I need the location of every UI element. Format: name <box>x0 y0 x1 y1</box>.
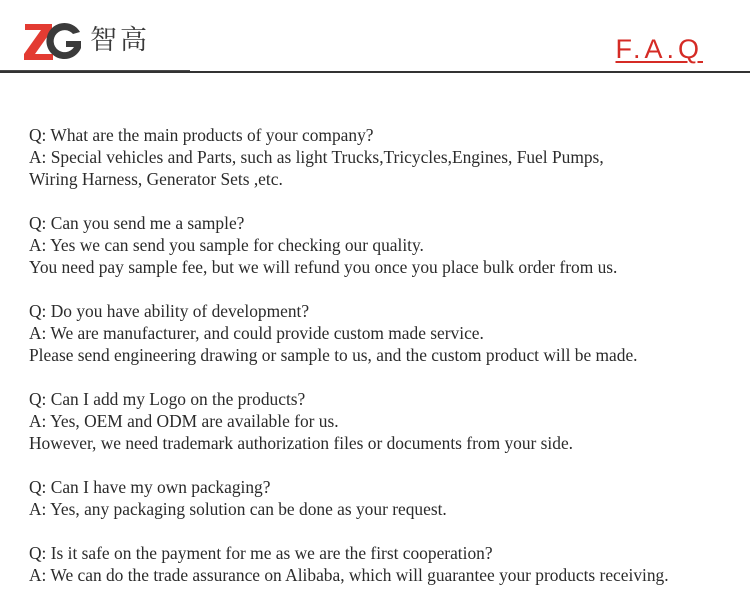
faq-question: Q: Can I have my own packaging? <box>29 477 271 497</box>
faq-answer-line: A: We can do the trade assurance on Alibaba, which will guarantee your products receiving. <box>29 565 669 585</box>
page-title: F.A.Q <box>615 34 703 64</box>
faq-answer-line: A: We are manufacturer, and could provide custom made service. <box>29 323 484 343</box>
faq-question: Q: What are the main products of your company? <box>29 125 374 145</box>
page-header <box>0 0 750 75</box>
faq-answer-line: A: Yes, any packaging solution can be done as your request. <box>29 499 447 519</box>
faq-question: Q: Is it safe on the payment for me as we are the first cooperation? <box>29 543 493 563</box>
faq-answer-line: Please send engineering drawing or sample to us, and the custom product will be made. <box>29 345 638 365</box>
faq-item <box>29 124 750 190</box>
header-divider <box>0 71 750 73</box>
faq-item <box>29 212 750 278</box>
logo-text: 智高 <box>90 25 150 56</box>
company-logo <box>22 18 150 64</box>
faq-answer-line: Wiring Harness, Generator Sets ,etc. <box>29 169 283 189</box>
faq-question: Q: Can you send me a sample? <box>29 213 245 233</box>
faq-answer-line: You need pay sample fee, but we will refund you once you place bulk order from us. <box>29 257 618 277</box>
faq-item <box>29 542 750 586</box>
faq-answer-line: A: Yes we can send you sample for checking our quality. <box>29 235 424 255</box>
faq-item <box>29 300 750 366</box>
zg-logo-icon <box>22 18 84 64</box>
faq-item <box>29 388 750 454</box>
faq-item <box>29 476 750 520</box>
faq-question: Q: Can I add my Logo on the products? <box>29 389 306 409</box>
faq-answer-line: However, we need trademark authorization files or documents from your side. <box>29 433 574 453</box>
faq-answer-line: A: Yes, OEM and ODM are available for us. <box>29 411 339 431</box>
faq-list <box>29 124 750 608</box>
faq-question: Q: Do you have ability of development? <box>29 301 310 321</box>
faq-answer-line: A: Special vehicles and Parts, such as light Trucks,Tricycles,Engines, Fuel Pumps, <box>29 147 604 167</box>
